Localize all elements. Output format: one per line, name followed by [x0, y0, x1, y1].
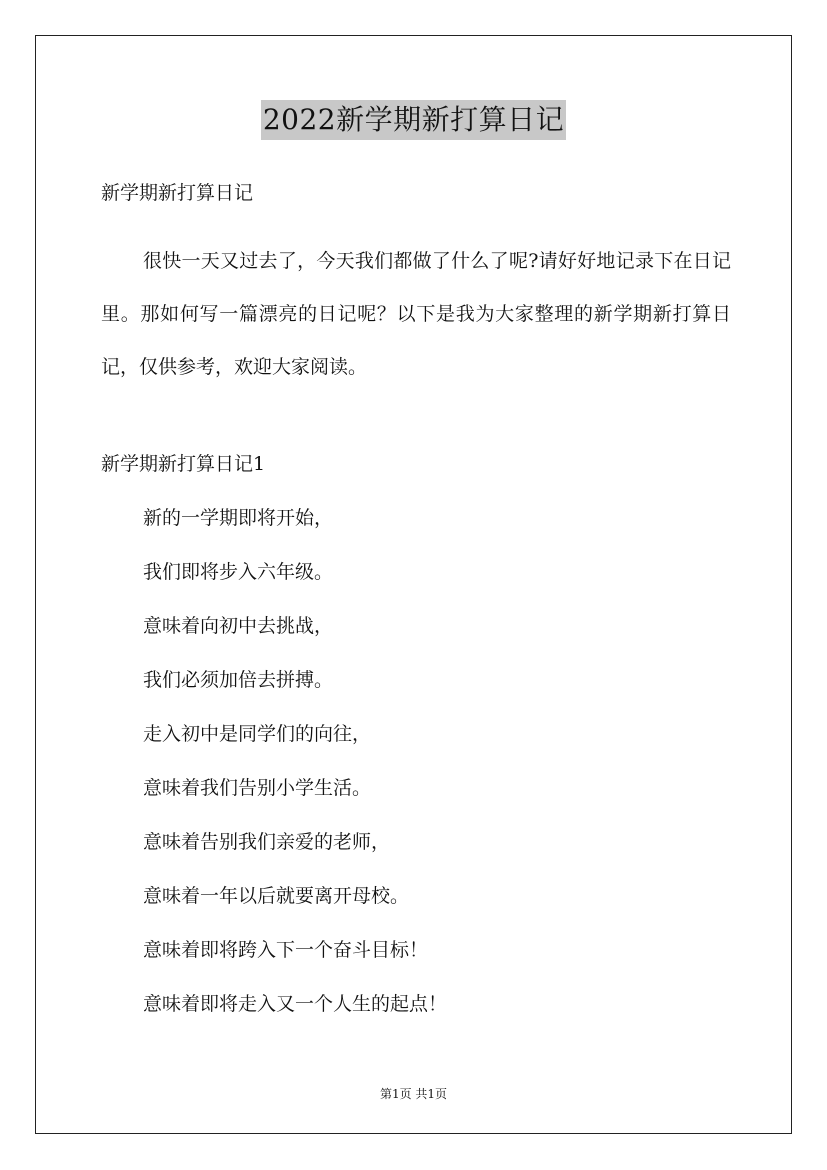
poem-line: 意味着告别我们亲爱的老师， — [143, 831, 391, 853]
document-title-wrap — [0, 100, 827, 140]
poem-line: 新的一学期即将开始， — [143, 507, 334, 529]
poem-line: 我们即将步入六年级。 — [143, 561, 334, 583]
poem-line: 意味着我们告别小学生活。 — [143, 777, 372, 799]
poem-line: 意味着一年以后就要离开母校。 — [143, 885, 410, 907]
document-title: 2022新学期新打算日记 — [261, 100, 566, 140]
section-heading: 新学期新打算日记1 — [101, 453, 266, 475]
page-footer: 第1页 共1页 — [379, 1087, 448, 1101]
poem-line: 意味着向初中去挑战， — [143, 615, 334, 637]
intro-paragraph: 很快一天又过去了，今天我们都做了什么了呢?请好好地记录下在日记里。那如何写一篇漂亮的日记呢？以下是我为大家整理的新学期新打算日记，仅供参考，欢迎大家阅读。 — [101, 250, 731, 378]
poem-line: 意味着即将走入又一个人生的起点！ — [143, 993, 448, 1015]
poem-line: 我们必须加倍去拼搏。 — [143, 669, 334, 691]
poem-line: 意味着即将跨入下一个奋斗目标！ — [143, 939, 429, 961]
poem-line: 走入初中是同学们的向往， — [143, 723, 372, 745]
subtitle: 新学期新打算日记 — [101, 182, 254, 204]
